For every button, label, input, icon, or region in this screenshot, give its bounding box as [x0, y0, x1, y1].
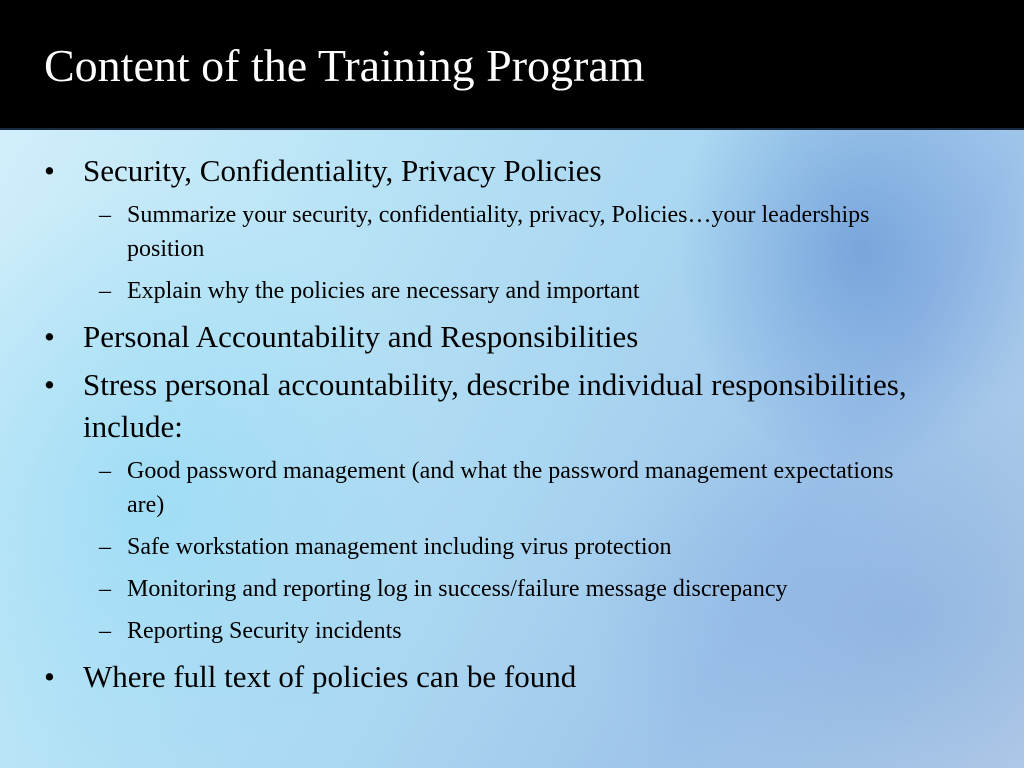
bullet-text: Where full text of policies can be found — [83, 659, 577, 694]
sub-bullet-item — [0, 572, 1024, 606]
sub-bullet-text: Good password management (and what the password management expectations are) — [127, 458, 894, 518]
title-bar — [0, 0, 1024, 130]
dash-marker: – — [99, 202, 111, 228]
bullet-text: Personal Accountability and Responsibilities — [83, 319, 639, 354]
sub-bullet-item — [0, 198, 1024, 266]
bullet-text: Security, Confidentiality, Privacy Policies — [83, 153, 602, 188]
bullet-text: Stress personal accountability, describe individual responsibilities, include: — [83, 367, 907, 444]
slide-title: Content of the Training Program — [44, 40, 645, 91]
dash-marker: – — [99, 534, 111, 560]
sub-bullet-item — [0, 530, 1024, 564]
bullet-item — [0, 656, 1024, 698]
sub-bullet-text: Monitoring and reporting log in success/failure message discrepancy — [127, 576, 788, 602]
bullet-item — [0, 316, 1024, 358]
bullet-item — [0, 150, 1024, 192]
sub-bullet-text: Safe workstation management including virus protection — [127, 534, 672, 560]
dash-marker: – — [99, 278, 111, 304]
bullet-marker: • — [44, 319, 55, 354]
dash-marker: – — [99, 458, 111, 484]
bullet-marker: • — [44, 659, 55, 694]
sub-bullet-text: Summarize your security, confidentiality, privacy, Policies…your leaderships position — [127, 202, 870, 262]
bullet-marker: • — [44, 367, 55, 402]
sub-bullet-text: Explain why the policies are necessary and important — [127, 278, 640, 304]
sub-bullet-text: Reporting Security incidents — [127, 618, 402, 644]
sub-bullet-item — [0, 614, 1024, 648]
sub-bullet-item — [0, 454, 1024, 522]
bullet-item — [0, 364, 1024, 448]
dash-marker: – — [99, 576, 111, 602]
bullet-marker: • — [44, 153, 55, 188]
dash-marker: – — [99, 618, 111, 644]
sub-bullet-item — [0, 274, 1024, 308]
bullet-list — [0, 150, 1024, 704]
